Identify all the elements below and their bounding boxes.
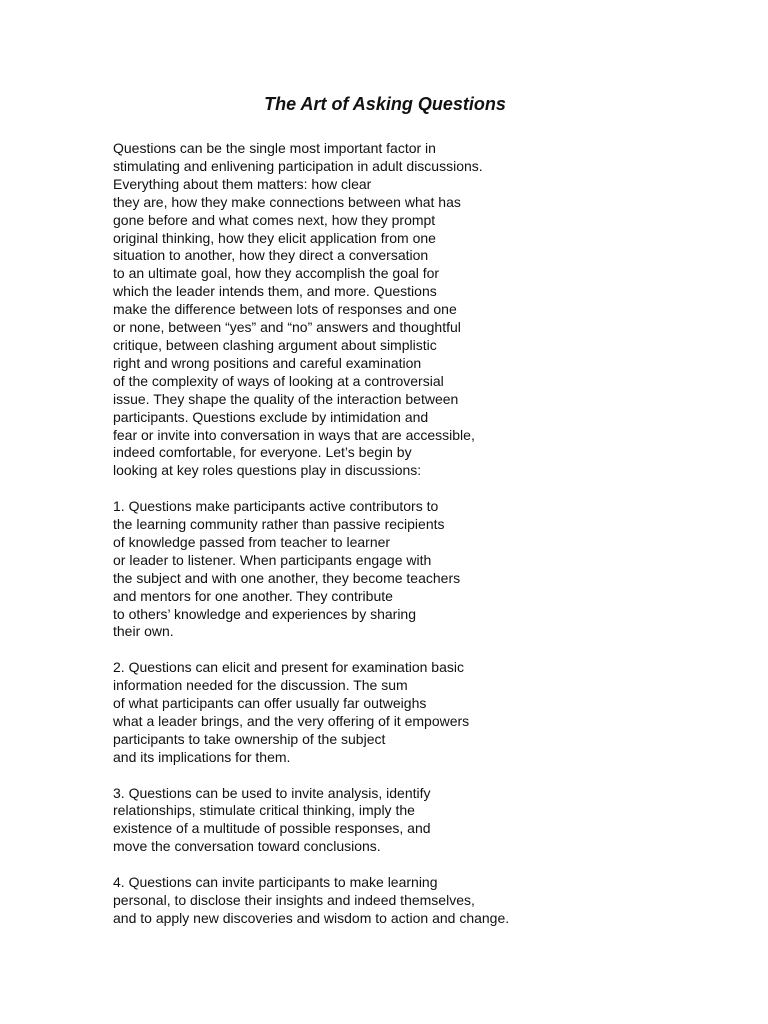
text-line: of knowledge passed from teacher to learner (113, 533, 391, 550)
text-line: their own. (113, 623, 174, 640)
text-line: relationships, stimulate critical thinking, imply the (113, 802, 415, 819)
paragraph-3 (113, 659, 673, 766)
text-line: Questions can be the single most important factor in (113, 140, 436, 156)
text-line: personal, to disclose their insights and indeed themselves, (113, 892, 475, 908)
text-line: participants. Questions exclude by intimidation and (113, 408, 429, 425)
text-line: of what participants can offer usually far outweighs (113, 695, 427, 712)
text-line: existence of a multitude of possible responses, and (113, 820, 431, 837)
paragraph-1 (113, 140, 673, 480)
paragraph-2 (113, 498, 673, 641)
document-body (113, 140, 673, 946)
text-line: to others’ knowledge and experiences by sharing (113, 605, 417, 622)
text-line: 2. Questions can elicit and present for examination basic (113, 659, 464, 676)
paragraph-4 (113, 785, 673, 857)
text-line: make the difference between lots of responses and one (113, 301, 457, 318)
text-line: fear or invite into conversation in ways that are accessible, (113, 426, 475, 443)
paragraph-5 (113, 874, 673, 928)
text-line: or leader to listener. When participants engage with (113, 551, 432, 568)
text-line: or none, between “yes” and “no” answers and thoughtful (113, 319, 461, 336)
text-line: and mentors for one another. They contribute (113, 587, 393, 604)
text-line: indeed comfortable, for everyone. Let’s begin by (113, 444, 412, 461)
text-line: looking at key roles questions play in discussions: (113, 462, 422, 479)
text-line: 4. Questions can invite participants to make learning (113, 874, 438, 891)
document-title: The Art of Asking Questions (264, 94, 506, 114)
text-line: move the conversation toward conclusions. (113, 838, 381, 855)
text-line: what a leader brings, and the very offering of it empowers (113, 712, 470, 729)
text-line: they are, how they make connections between what has (113, 193, 461, 210)
text-line: critique, between clashing argument about simplistic (113, 336, 437, 353)
text-line: situation to another, how they direct a conversation (113, 247, 429, 264)
text-line: participants to take ownership of the subject (113, 730, 386, 747)
text-line: right and wrong positions and careful examination (113, 354, 422, 371)
text-line: Everything about them matters: how clear (113, 175, 372, 192)
text-line: of the complexity of ways of looking at a controversial (113, 372, 444, 389)
text-line: the subject and with one another, they become teachers (113, 569, 461, 586)
text-line: and to apply new discoveries and wisdom to action and change. (113, 909, 510, 926)
text-line: to an ultimate goal, how they accomplish the goal for (113, 265, 440, 282)
text-line: 3. Questions can be used to invite analysis, identify (113, 784, 431, 801)
text-line: 1. Questions make participants active contributors to (113, 498, 439, 515)
text-line: information needed for the discussion. The sum (113, 677, 408, 694)
text-line: which the leader intends them, and more. Questions (113, 283, 437, 300)
text-line: stimulating and enlivening participation in adult discussions. (113, 157, 483, 174)
text-line: the learning community rather than passive recipients (113, 516, 445, 533)
text-line: original thinking, how they elicit application from one (113, 229, 436, 246)
text-line: and its implications for them. (113, 748, 291, 765)
text-line: gone before and what comes next, how they prompt (113, 211, 436, 228)
text-line: issue. They shape the quality of the interaction between (113, 390, 459, 407)
